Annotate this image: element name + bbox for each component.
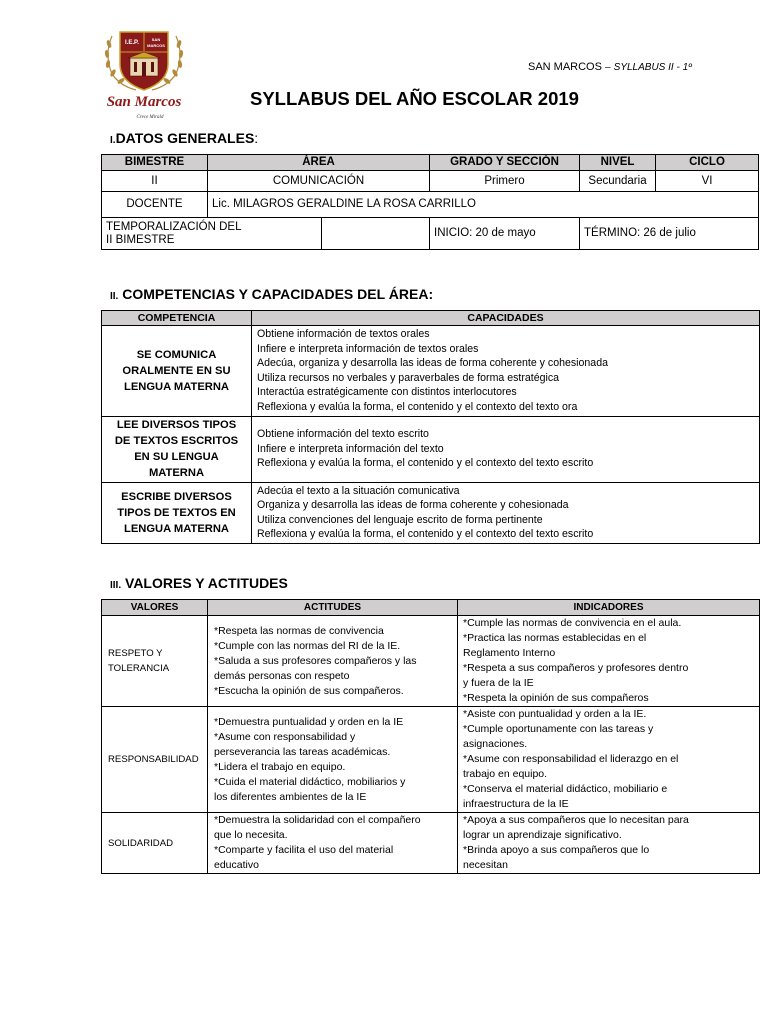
- indicadores-cell: *Cumple las normas de convivencia en el aula. *Practica las normas establecidas en el Reglamento Interno *Respeta a sus compañeros y profesores dentro y fuera de la IE *Respeta la opinión de sus compañeros: [458, 616, 760, 707]
- svg-text:San Marcos: San Marcos: [106, 94, 182, 110]
- header-dash: –: [605, 62, 611, 73]
- header-school: SAN MARCOS: [528, 61, 602, 73]
- competencia-cell: SE COMUNICA ORALMENTE EN SU LENGUA MATERNA: [102, 326, 252, 417]
- competencia-cell: ESCRIBE DIVERSOS TIPOS DE TEXTOS EN LENGUA MATERNA: [102, 482, 252, 543]
- svg-text:SAN: SAN: [151, 37, 161, 42]
- header-course: SYLLABUS II - 1º: [613, 62, 692, 73]
- actitudes-cell: *Demuestra la solidaridad con el compañero que lo necesita. *Comparte y facilita el uso del material educativo: [208, 813, 458, 874]
- section2-title: II. COMPETENCIAS Y CAPACIDADES DEL ÁREA:: [110, 286, 434, 302]
- page-title: SYLLABUS DEL AÑO ESCOLAR 2019: [250, 88, 579, 109]
- capacidades-cell: Obtiene información de textos orales Infiere e interpreta información de textos orales Adecúa, organiza y desarrolla las ideas de forma coherente y cohesionada Utiliza recursos no verbales y paraverbales de forma estratégica Interactúa estratégicamente con distintos interlocutores Reflexiona y evalúa la forma, el contenido y el contexto del texto ora: [252, 326, 760, 417]
- header-competencia: COMPETENCIA: [102, 311, 252, 326]
- header-bimestre: BIMESTRE: [102, 155, 208, 171]
- valor-cell: RESPETO Y TOLERANCIA: [102, 616, 208, 707]
- cell-area: COMUNICACIÓN: [208, 171, 430, 192]
- header-nivel: NIVEL: [580, 155, 656, 171]
- temporalizacion-label: TEMPORALIZACIÓN DEL II BIMESTRE: [102, 218, 322, 250]
- svg-text:MARCOS: MARCOS: [147, 43, 165, 48]
- section3-title: III. VALORES Y ACTITUDES: [110, 575, 288, 591]
- competencias-table: [101, 310, 760, 544]
- valor-cell: RESPONSABILIDAD: [102, 707, 208, 813]
- termino-cell: TÉRMINO: 26 de julio: [580, 218, 759, 250]
- school-logo: [98, 26, 190, 124]
- section1-title: I.DATOS GENERALES:: [110, 130, 259, 146]
- cell-nivel: Secundaria: [580, 171, 656, 192]
- header-capacidades: CAPACIDADES: [252, 311, 760, 326]
- header-indicadores: INDICADORES: [458, 600, 760, 616]
- datos-generales-table: [101, 154, 759, 250]
- indicadores-cell: *Apoya a sus compañeros que lo necesitan para lograr un aprendizaje significativo. *Brinda apoyo a sus compañeros que lo necesitan: [458, 813, 760, 874]
- header-course-info: [528, 61, 692, 73]
- capacidades-cell: Obtiene información del texto escrito Infiere e interpreta información del texto Reflexiona y evalúa la forma, el contenido y el contexto del texto escrito: [252, 416, 760, 482]
- capacidades-cell: Adecúa el texto a la situación comunicativa Organiza y desarrolla las ideas de forma coherente y cohesionada Utiliza convenciones del lenguaje escrito de forma pertinente Reflexiona y evalúa la forma, el contenido y el contexto del texto escrito: [252, 482, 760, 543]
- cell-ciclo: VI: [656, 171, 759, 192]
- temporalizacion-blank: [322, 218, 430, 250]
- header-actitudes: ACTITUDES: [208, 600, 458, 616]
- valor-cell: SOLIDARIDAD: [102, 813, 208, 874]
- indicadores-cell: *Asiste con puntualidad y orden a la IE. *Cumple oportunamente con las tareas y asignaciones. *Asume con responsabilidad el liderazgo en el trabajo en equipo. *Conserva el material didáctico, mobiliario e infraestructura de la IE: [458, 707, 760, 813]
- docente-label: DOCENTE: [102, 192, 208, 218]
- svg-text:Crece Mirald: Crece Mirald: [136, 115, 164, 120]
- cell-grado: Primero: [430, 171, 580, 192]
- competencia-cell: LEE DIVERSOS TIPOS DE TEXTOS ESCRITOS EN SU LENGUA MATERNA: [102, 416, 252, 482]
- actitudes-cell: *Demuestra puntualidad y orden en la IE *Asume con responsabilidad y perseverancia las tareas académicas. *Lidera el trabajo en equipo. *Cuida el material didáctico, mobiliarios y los diferentes ambientes de la IE: [208, 707, 458, 813]
- cell-bimestre: II: [102, 171, 208, 192]
- header-area: ÁREA: [208, 155, 430, 171]
- inicio-cell: INICIO: 20 de mayo: [430, 218, 580, 250]
- valores-table: [101, 599, 760, 874]
- svg-text:I.E.P.: I.E.P.: [125, 40, 139, 46]
- header-ciclo: CICLO: [656, 155, 759, 171]
- actitudes-cell: *Respeta las normas de convivencia *Cumple con las normas del RI de la IE. *Saluda a sus profesores compañeros y las demás personas con respeto *Escucha la opinión de sus compañeros.: [208, 616, 458, 707]
- header-valores: VALORES: [102, 600, 208, 616]
- header-grado: GRADO Y SECCIÓN: [430, 155, 580, 171]
- docente-value: Lic. MILAGROS GERALDINE LA ROSA CARRILLO: [208, 192, 759, 218]
